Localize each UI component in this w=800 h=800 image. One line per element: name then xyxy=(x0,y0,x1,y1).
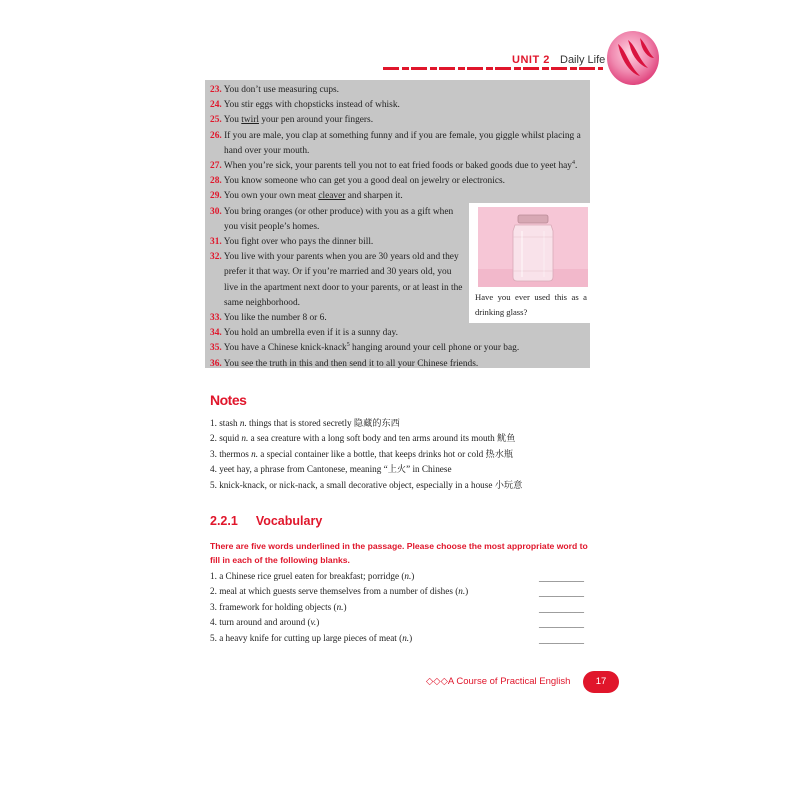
underlined-word: cleaver xyxy=(318,191,346,202)
vocabulary-heading xyxy=(210,514,322,528)
answer-blank[interactable]: __________ xyxy=(539,588,584,599)
answer-blank[interactable]: __________ xyxy=(539,573,584,583)
page-header xyxy=(0,0,800,90)
exercise-instruction: There are five words underlined in the passage. Please choose the most appropriate word to fill in each of the following blanks. xyxy=(210,541,588,565)
list-item: 24. You stir eggs with chopsticks instead of whisk. xyxy=(210,100,400,111)
answer-blank[interactable]: __________ xyxy=(539,634,584,645)
underlined-word: twirl xyxy=(241,115,259,126)
list-item: 35. You have a Chinese knick-knack$^5$ hanging around your cell phone or your bag. xyxy=(210,342,520,354)
book-title-footer: ◇◇◇A Course of Practical English xyxy=(426,676,571,687)
header-rule xyxy=(383,67,603,70)
vocab-item: 4. turn around and around (v.) __________ xyxy=(210,615,590,630)
unit-label: UNIT 2 xyxy=(512,54,550,66)
list-item: 25. You twirl your pen around your fingers. xyxy=(210,115,374,126)
note-item: 1. stash n. things that is stored secretly 隐藏的东西 xyxy=(210,418,400,428)
note-item: 2. squid n. a sea creature with a long soft body and ten arms around its mouth 鱿鱼 xyxy=(210,433,516,444)
note-item: 4. yeet hay, a phrase from Cantonese, meaning “上火” in Chinese xyxy=(210,464,452,475)
section-number: 2.2.1 xyxy=(210,514,238,528)
section-title: Vocabulary xyxy=(255,514,323,528)
vocab-item: 5. a heavy knife for cutting up large pieces of meat (n.) __________ xyxy=(210,631,590,646)
list-item: 23. You don’t use measuring cups. xyxy=(210,85,339,95)
list-item: 30. You bring oranges (or other produce) with you as a gift when you visit people’s homes. xyxy=(210,206,454,232)
list-item: 28. You know someone who can get you a good deal on jewelry or electronics. xyxy=(210,176,505,187)
page-number-badge: 17 xyxy=(583,671,619,693)
vocab-item: 2. meal at which guests serve themselves from a number of dishes (n.) __________ xyxy=(210,584,590,599)
vocab-item: 1. a Chinese rice gruel eaten for breakfast; porridge (n.) __________ xyxy=(210,569,590,584)
swirl-logo-icon xyxy=(606,30,660,86)
photo-caption: Have you ever used this as a drinking glass? xyxy=(475,292,587,317)
list-item: 27. When you’re sick, your parents tell you not to eat fried foods or baked goods due to yeet hay$^4$. xyxy=(210,159,578,172)
list-item: 32. You live with your parents when you are 30 years old and they prefer it that way. Or if you’re married and 30 years old, you live in the apartment next door to your parents, or at least in the same neighborhood. xyxy=(210,252,463,308)
list-item: 29. You own your own meat cleaver and sharpen it. xyxy=(210,191,403,202)
glass-jar-icon xyxy=(478,207,588,287)
list-item: 33. You like the number 8 or 6. xyxy=(210,313,327,324)
notes-heading: Notes xyxy=(210,392,247,408)
unit-title: Daily Life xyxy=(560,54,606,66)
jar-photo xyxy=(478,207,588,287)
list-item: 36. You see the truth in this and then send it to all your Chinese friends. xyxy=(210,358,479,369)
note-item: 3. thermos n. a special container like a bottle, that keeps drinks hot or cold 热水瓶 xyxy=(210,448,514,459)
answer-blank[interactable]: __________ xyxy=(539,619,584,630)
answer-blank[interactable]: __________ xyxy=(539,603,584,614)
list-item: 31. You fight over who pays the dinner bill. xyxy=(210,237,374,248)
vocab-item: 3. framework for holding objects (n.) __________ xyxy=(210,600,590,615)
list-item: 34. You hold an umbrella even if it is a sunny day. xyxy=(210,328,398,339)
list-item: 26. If you are male, you clap at something funny and if you are female, you giggle whilst placing a hand over your mouth. xyxy=(210,130,581,156)
notes-list xyxy=(210,416,522,493)
vocabulary-list xyxy=(210,569,590,646)
note-item: 5. knick-knack, or nick-nack, a small decorative object, especially in a house 小玩意 xyxy=(210,479,523,490)
